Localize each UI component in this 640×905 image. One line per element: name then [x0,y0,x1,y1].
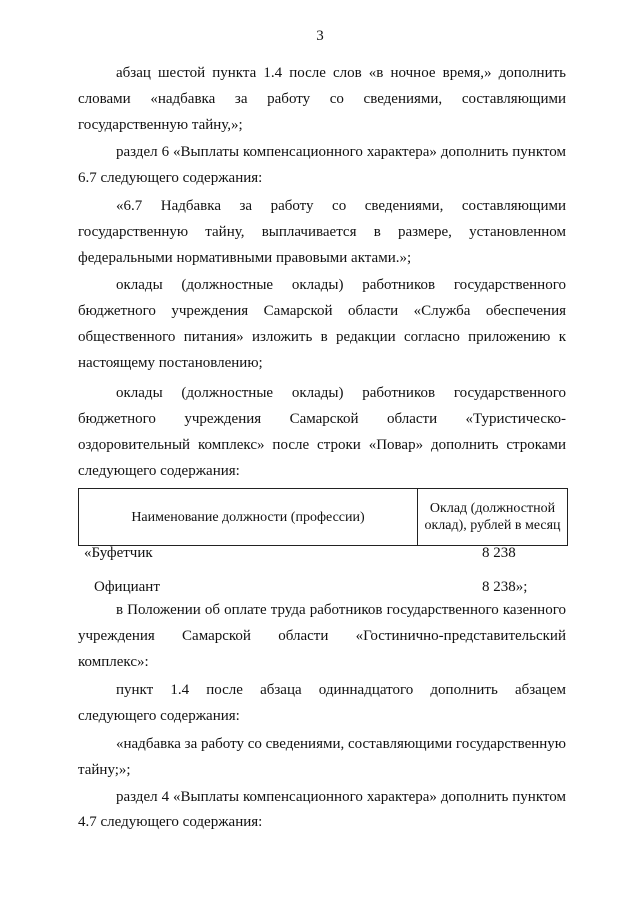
table-header-row [79,489,568,546]
paragraph-quote-allowance: «надбавка за работу со сведениями, составляющими государственную тайну;»; [78,736,566,778]
paragraph-salaries-2: оклады (должностные оклады) работников государственного бюджетного учреждения Самарской области «Туристическо-оздоровительный комплекс» после строки «Повар» дополнить строками следующего содержания: [78,385,566,479]
paragraph-salaries-1: оклады (должностные оклады) работников государственного бюджетного учреждения Самарской области «Служба обеспечения общественного питания» изложить в редакции согласно приложению к настоящему постановлению; [78,277,566,371]
table-row-value: 8 238 [482,545,516,561]
salary-table [78,488,568,546]
paragraph-clause-1-4: пункт 1.4 после абзаца одиннадцатого дополнить абзацем следующего содержания: [78,682,566,724]
table-row-name: Официант [94,579,160,595]
table-header-salary: Оклад (должностной оклад), рублей в месяц [418,489,568,546]
paragraph-section-4: раздел 4 «Выплаты компенсационного характера» дополнить пунктом 4.7 следующего содержания: [78,789,566,830]
page-number: 3 [316,28,324,44]
paragraph-amendment-2: раздел 6 «Выплаты компенсационного характера» дополнить пунктом 6.7 следующего содержания: [78,144,566,186]
table-row-name: «Буфетчик [84,545,153,561]
paragraph-quote-6-7: «6.7 Надбавка за работу со сведениями, составляющими государственную тайну, выплачивается в размере, установленном федеральными нормативными правовыми актами.»; [78,198,566,266]
paragraph-amendment-1: абзац шестой пункта 1.4 после слов «в ночное время,» дополнить словами «надбавка за работу со сведениями, составляющими государственную тайну,»; [78,65,566,133]
table-row-value: 8 238»; [482,579,528,595]
paragraph-regulation: в Положении об оплате труда работников государственного казенного учреждения Самарской области «Гостинично-представительский комплекс»: [78,602,566,670]
table-header-position: Наименование должности (профессии) [79,489,418,546]
